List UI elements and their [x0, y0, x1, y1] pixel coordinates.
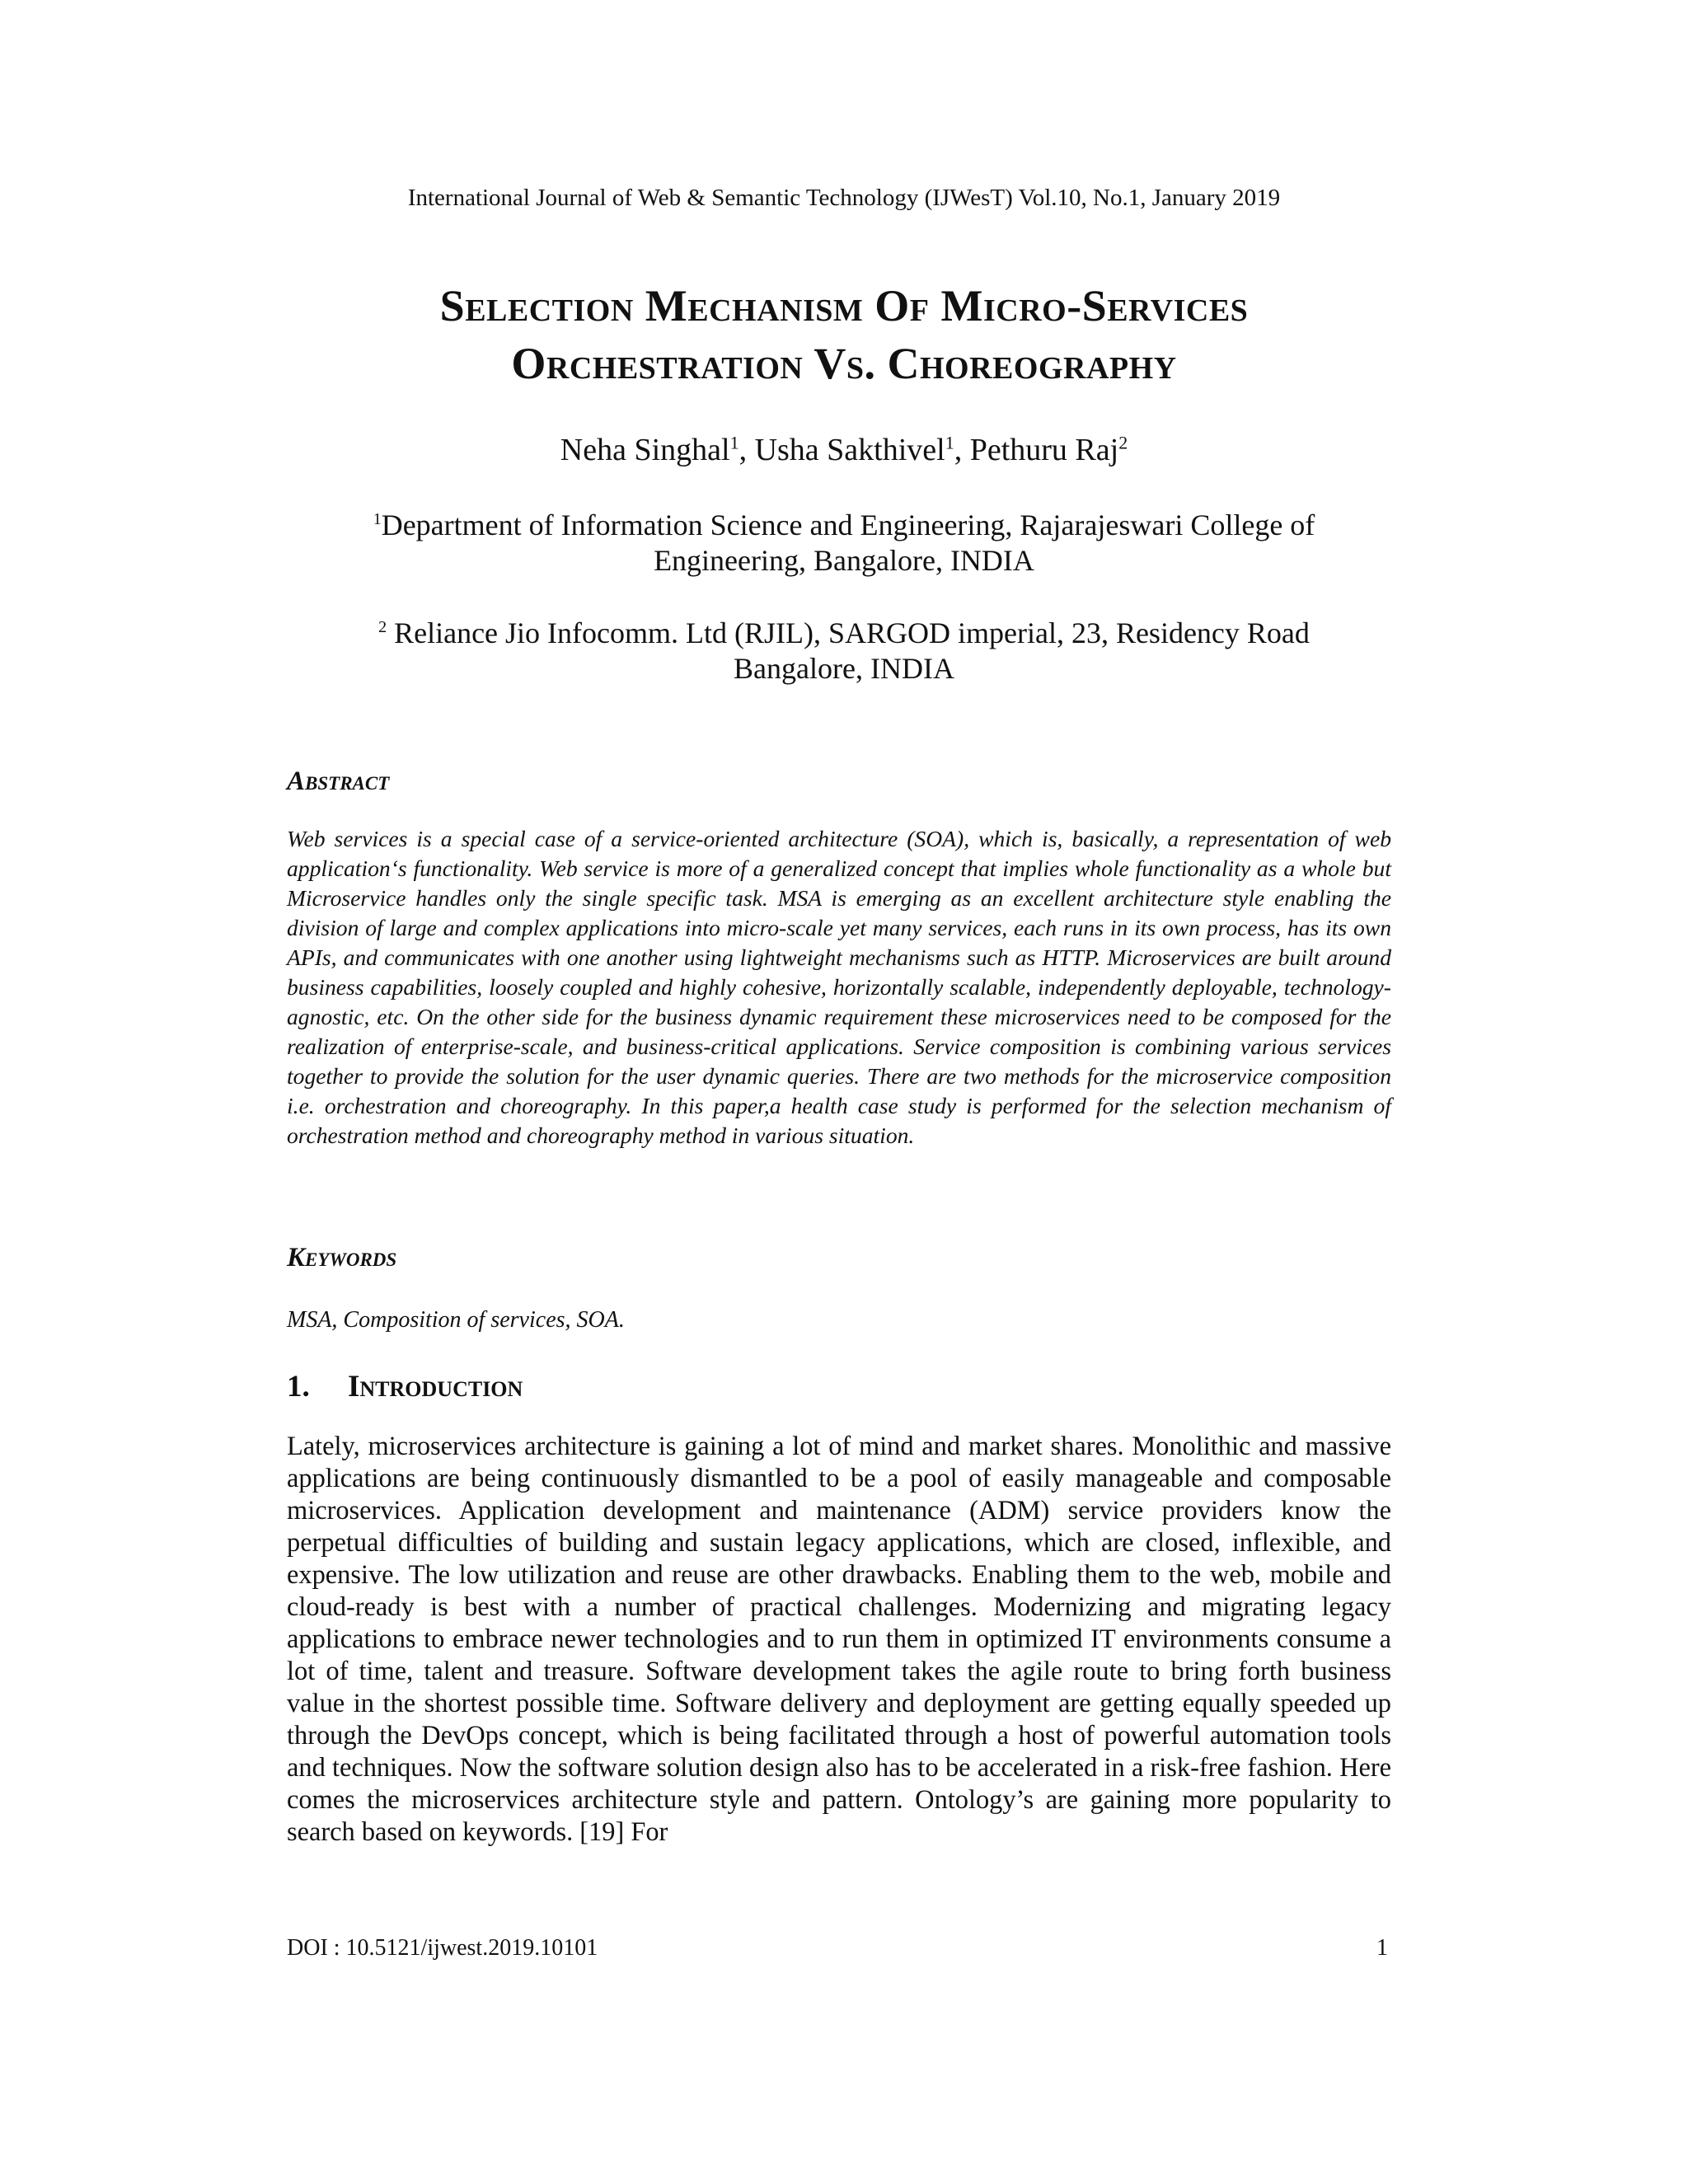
running-header: International Journal of Web & Semantic Technology (IJWesT) Vol.10, No.1, January 2019 — [407, 185, 1281, 211]
introduction-heading — [287, 1368, 523, 1406]
affiliation-mark: 1 — [373, 510, 382, 528]
affiliation-line: Engineering, Bangalore, INDIA — [654, 544, 1034, 577]
section-number: 1. — [287, 1370, 310, 1404]
keywords-text: MSA, Composition of services, SOA. — [287, 1307, 625, 1333]
affiliation-1 — [313, 508, 1375, 579]
abstract-text: Web services is a special case of a service-oriented architecture (SOA), which is, basically, a representation of web application‘s functionality. Web service is more of a generalized concept that implies whole functionality as a whole but Microservice handles only the single specific task. MSA is emerging as an excellent architecture style enabling the division of large and complex applications into micro-scale yet many services, each runs in its own process, has its own APIs, and communicates with one another using lightweight mechanisms such as HTTP. Microservices are built around business capabilities, loosely coupled and highly cohesive, horizontally scalable, independently deployable, technology-agnostic, etc. On the other side for the business dynamic requirement these microservices need to be composed for the realization of enterprise-scale, and business-critical applications. Service composition is combining various services together to provide the solution for the user dynamic queries. There are two methods for the microservice composition i.e. orchestration and choreography. In this paper,a health case study is performed for the selection mechanism of orchestration method and choreography method in various situation. — [287, 826, 1391, 1148]
author-name: Pethuru Raj — [969, 433, 1119, 467]
introduction-text: Lately, microservices architecture is gaining a lot of mind and market shares. Monolithic and massive applications are being continuously dismantled to be a pool of easily manageable and composable microservices. Application development and maintenance (ADM) service providers know the perpetual difficulties of building and sustain legacy applications, which are closed, inflexible, and expensive. The low utilization and reuse are other drawbacks. Enabling them to the web, mobile and cloud-ready is best with a number of practical challenges. Modernizing and migrating legacy applications to embrace newer technologies and to run them in optimized IT environments consume a lot of time, talent and treasure. Software development takes the agile route to bring forth business value in the shortest possible time. Software delivery and deployment are getting equally speeded up through the DevOps concept, which is being facilitated through a host of powerful automation tools and techniques. Now the software solution design also has to be accelerated in a risk-free fashion. Here comes the microservices architecture style and pattern. Ontology’s are gaining more popularity to search based on keywords. [19] For — [287, 1432, 1391, 1847]
author-list — [0, 430, 1688, 470]
author-affiliation-mark: 1 — [945, 432, 954, 453]
title-line-2: Orchestration Vs. Choreography — [511, 339, 1177, 388]
author-affiliation-mark: 2 — [1118, 432, 1128, 453]
affiliation-mark: 2 — [378, 618, 387, 636]
abstract-heading: Abstract — [287, 766, 390, 796]
title-line-1: Selection Mechanism Of Micro-Services — [439, 281, 1249, 330]
affiliation-line: Department of Information Science and Engineering, Rajarajeswari College of — [381, 509, 1315, 541]
affiliation-2 — [313, 616, 1375, 687]
page-number: 1 — [1376, 1935, 1388, 1961]
author-name: Neha Singhal — [560, 433, 730, 467]
section-title: Introduction — [348, 1370, 523, 1404]
author-separator: , — [738, 433, 755, 467]
author-separator: , — [954, 433, 970, 467]
affiliation-line: Reliance Jio Infocomm. Ltd (RJIL), SARGOD imperial, 23, Residency Road — [394, 616, 1310, 649]
affiliation-line: Bangalore, INDIA — [734, 652, 954, 685]
author-name: Usha Sakthivel — [754, 433, 945, 467]
author-affiliation-mark: 1 — [729, 432, 739, 453]
footer-doi: DOI : 10.5121/ijwest.2019.10101 — [287, 1935, 598, 1961]
keywords-heading: Keywords — [287, 1243, 397, 1272]
paper-title — [206, 277, 1482, 392]
